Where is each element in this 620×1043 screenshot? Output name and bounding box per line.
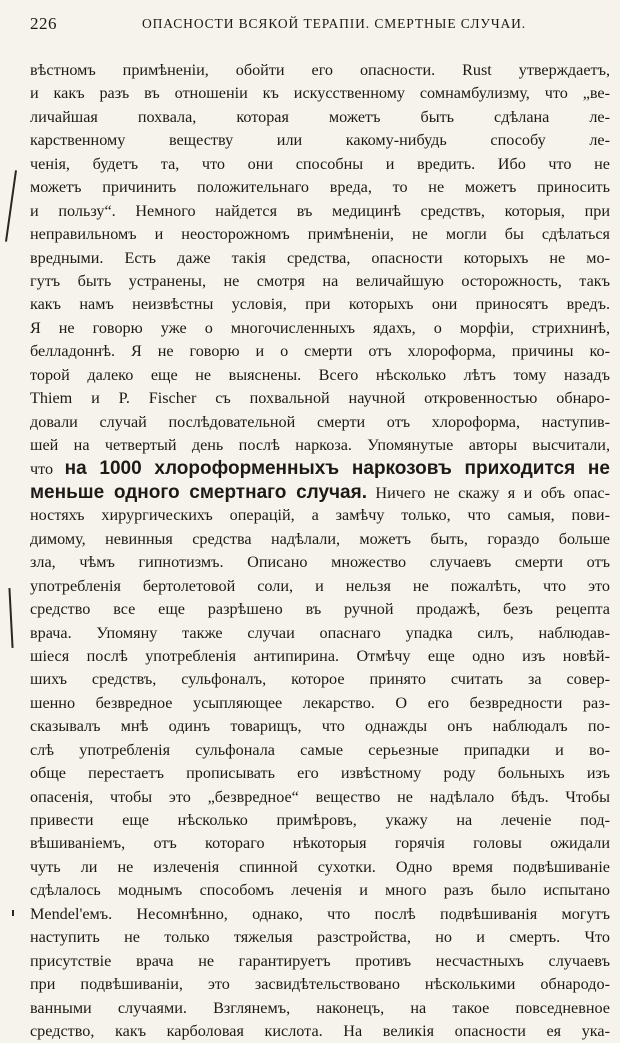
text-line: вѣстномъ примѣненіи, обойти его опасности. Rust утверждаетъ, <box>30 61 610 79</box>
text-line: Я не говорю уже о многочисленныхъ ядахъ, о морфіи, стрихнинѣ, <box>30 318 610 337</box>
text-line: присутствіе врача не гарантируетъ противъ несчастныхъ случаевъ <box>30 951 610 970</box>
text-line: шихъ средствъ, сульфоналъ, которое принято считать за совер- <box>30 670 610 689</box>
margin-pencil-mark <box>8 588 13 648</box>
text-line: сдѣлалось моднымъ способомъ леченія и много разъ было испытано <box>30 881 610 900</box>
bold-emphasis: меньше одного смертнаго случая. <box>30 481 367 503</box>
text-line: гутъ быть устранены, не смотря на величайшую осторожность, такъ <box>30 271 610 290</box>
emphasis-line <box>30 457 610 480</box>
page-header <box>30 14 588 44</box>
text-line: и какъ разъ въ отношеніи къ искусственному сомнамбулизму, что „ве- <box>30 84 610 103</box>
text-line: карственному веществу или какому-нибудь способу ле- <box>30 131 610 150</box>
bold-emphasis: на 1000 хлороформенныхъ наркозовъ приходится не <box>64 458 610 480</box>
text-line: шіеся послѣ употребленія антипирина. Отмѣчу еще одно изъ новѣй- <box>30 646 610 665</box>
text-fragment: что <box>30 460 65 479</box>
text-line: привести еще нѣсколько примѣровъ, укажу на леченіе под- <box>30 811 610 829</box>
text-line: обще перестаетъ прописывать его извѣстному роду больныхъ изъ <box>30 764 610 783</box>
text-line: опасенія, чтобы это „безвредное“ вещество не надѣлало бѣдъ. Чтобы <box>30 787 610 806</box>
text-line: вредными. Есть даже такія средства, опасности которыхъ не мо- <box>30 248 610 267</box>
margin-pencil-mark <box>12 910 14 916</box>
page-number: 226 <box>30 14 57 33</box>
text-line: ванными случаями. Взглянемъ, наконецъ, на такое повседневное <box>30 998 610 1017</box>
text-line: личайшая похвала, которая можетъ быть сдѣлана ле- <box>30 107 610 126</box>
text-line: зла, чѣмъ гипнотизмъ. Описано множество случаевъ смерти отъ <box>30 553 610 572</box>
body-text <box>30 59 610 1043</box>
text-line: торой далеко еще не выяснены. Всего нѣсколько лѣтъ тому назадъ <box>30 365 610 384</box>
text-line: ченія, будетъ та, что они способны и вредить. Ибо что не <box>30 154 610 173</box>
text-line: неправильномъ и неосторожномъ примѣненіи, не могли бы сдѣлаться <box>30 225 610 244</box>
text-line: можетъ причинить положительнаго вреда, то не можетъ приносить <box>30 178 610 197</box>
text-line: димому, невинныя средства надѣлали, можетъ быть, гораздо больше <box>30 529 610 548</box>
emphasis-line <box>30 481 610 504</box>
text-line: белладоннѣ. Я не говорю и о смерти отъ хлороформа, причины ко- <box>30 342 610 361</box>
text-line: Thiem и P. Fischer съ похвальной научной откровенностью обнаро- <box>30 389 610 408</box>
text-line: сказывалъ мнѣ одинъ товарищъ, что однажды онъ наблюдалъ по- <box>30 717 610 736</box>
text-fragment: Ничего не скажу я и объ опас- <box>367 483 610 502</box>
running-head: ОПАСНОСТИ ВСЯКОЙ ТЕРАПІИ. СМЕРТНЫЕ СЛУЧАИ. <box>142 16 527 31</box>
text-line: употребленія бертолетовой соли, и нельзя не пожалѣть, что это <box>30 576 610 595</box>
text-line: средство все еще разрѣшено въ ручной продажѣ, безъ рецепта <box>30 600 610 619</box>
margin-pencil-mark <box>5 170 17 242</box>
text-line: слѣ употребленія сульфонала самые серьезные припадки и во- <box>30 740 610 759</box>
text-line: вѣшиваніемъ, отъ котораго нѣкоторыя горячія головы ожидали <box>30 834 610 853</box>
text-line: ностяхъ хирургическихъ операцій, а замѣчу только, что самыя, пови- <box>30 506 610 525</box>
text-line: средство, какъ карболовая кислота. На великія опасности ея ука- <box>30 1021 610 1040</box>
text-line: довали случай послѣдовательной смерти отъ хлороформа, наступив- <box>30 412 610 431</box>
text-line: Mendel'емъ. Несомнѣнно, однако, что послѣ подвѣшиванія могутъ <box>30 904 610 923</box>
text-line: врача. Упомяну также случаи опаснаго упадка силъ, наблюдав- <box>30 623 610 642</box>
text-line: шей на четвертый день послѣ наркоза. Упомянутые авторы высчитали, <box>30 436 610 454</box>
text-line: чуть ли не излеченія спинной сухотки. Одно время подвѣшиваніе <box>30 857 610 876</box>
text-line: наступить не только тяжелыя разстройства, но и смерть. Что <box>30 928 610 947</box>
text-line: и пользу“. Немного найдется въ медицинѣ средствъ, которыя, при <box>30 201 610 220</box>
text-line: шенно безвредное усыпляющее лекарство. О его безвредности раз- <box>30 693 610 712</box>
text-line: какъ намъ неизвѣстны условія, при которыхъ они приносятъ вредъ. <box>30 295 610 314</box>
text-line: при подвѣшиваніи, это засвидѣтельствовано нѣсколькими обнародо- <box>30 975 610 994</box>
